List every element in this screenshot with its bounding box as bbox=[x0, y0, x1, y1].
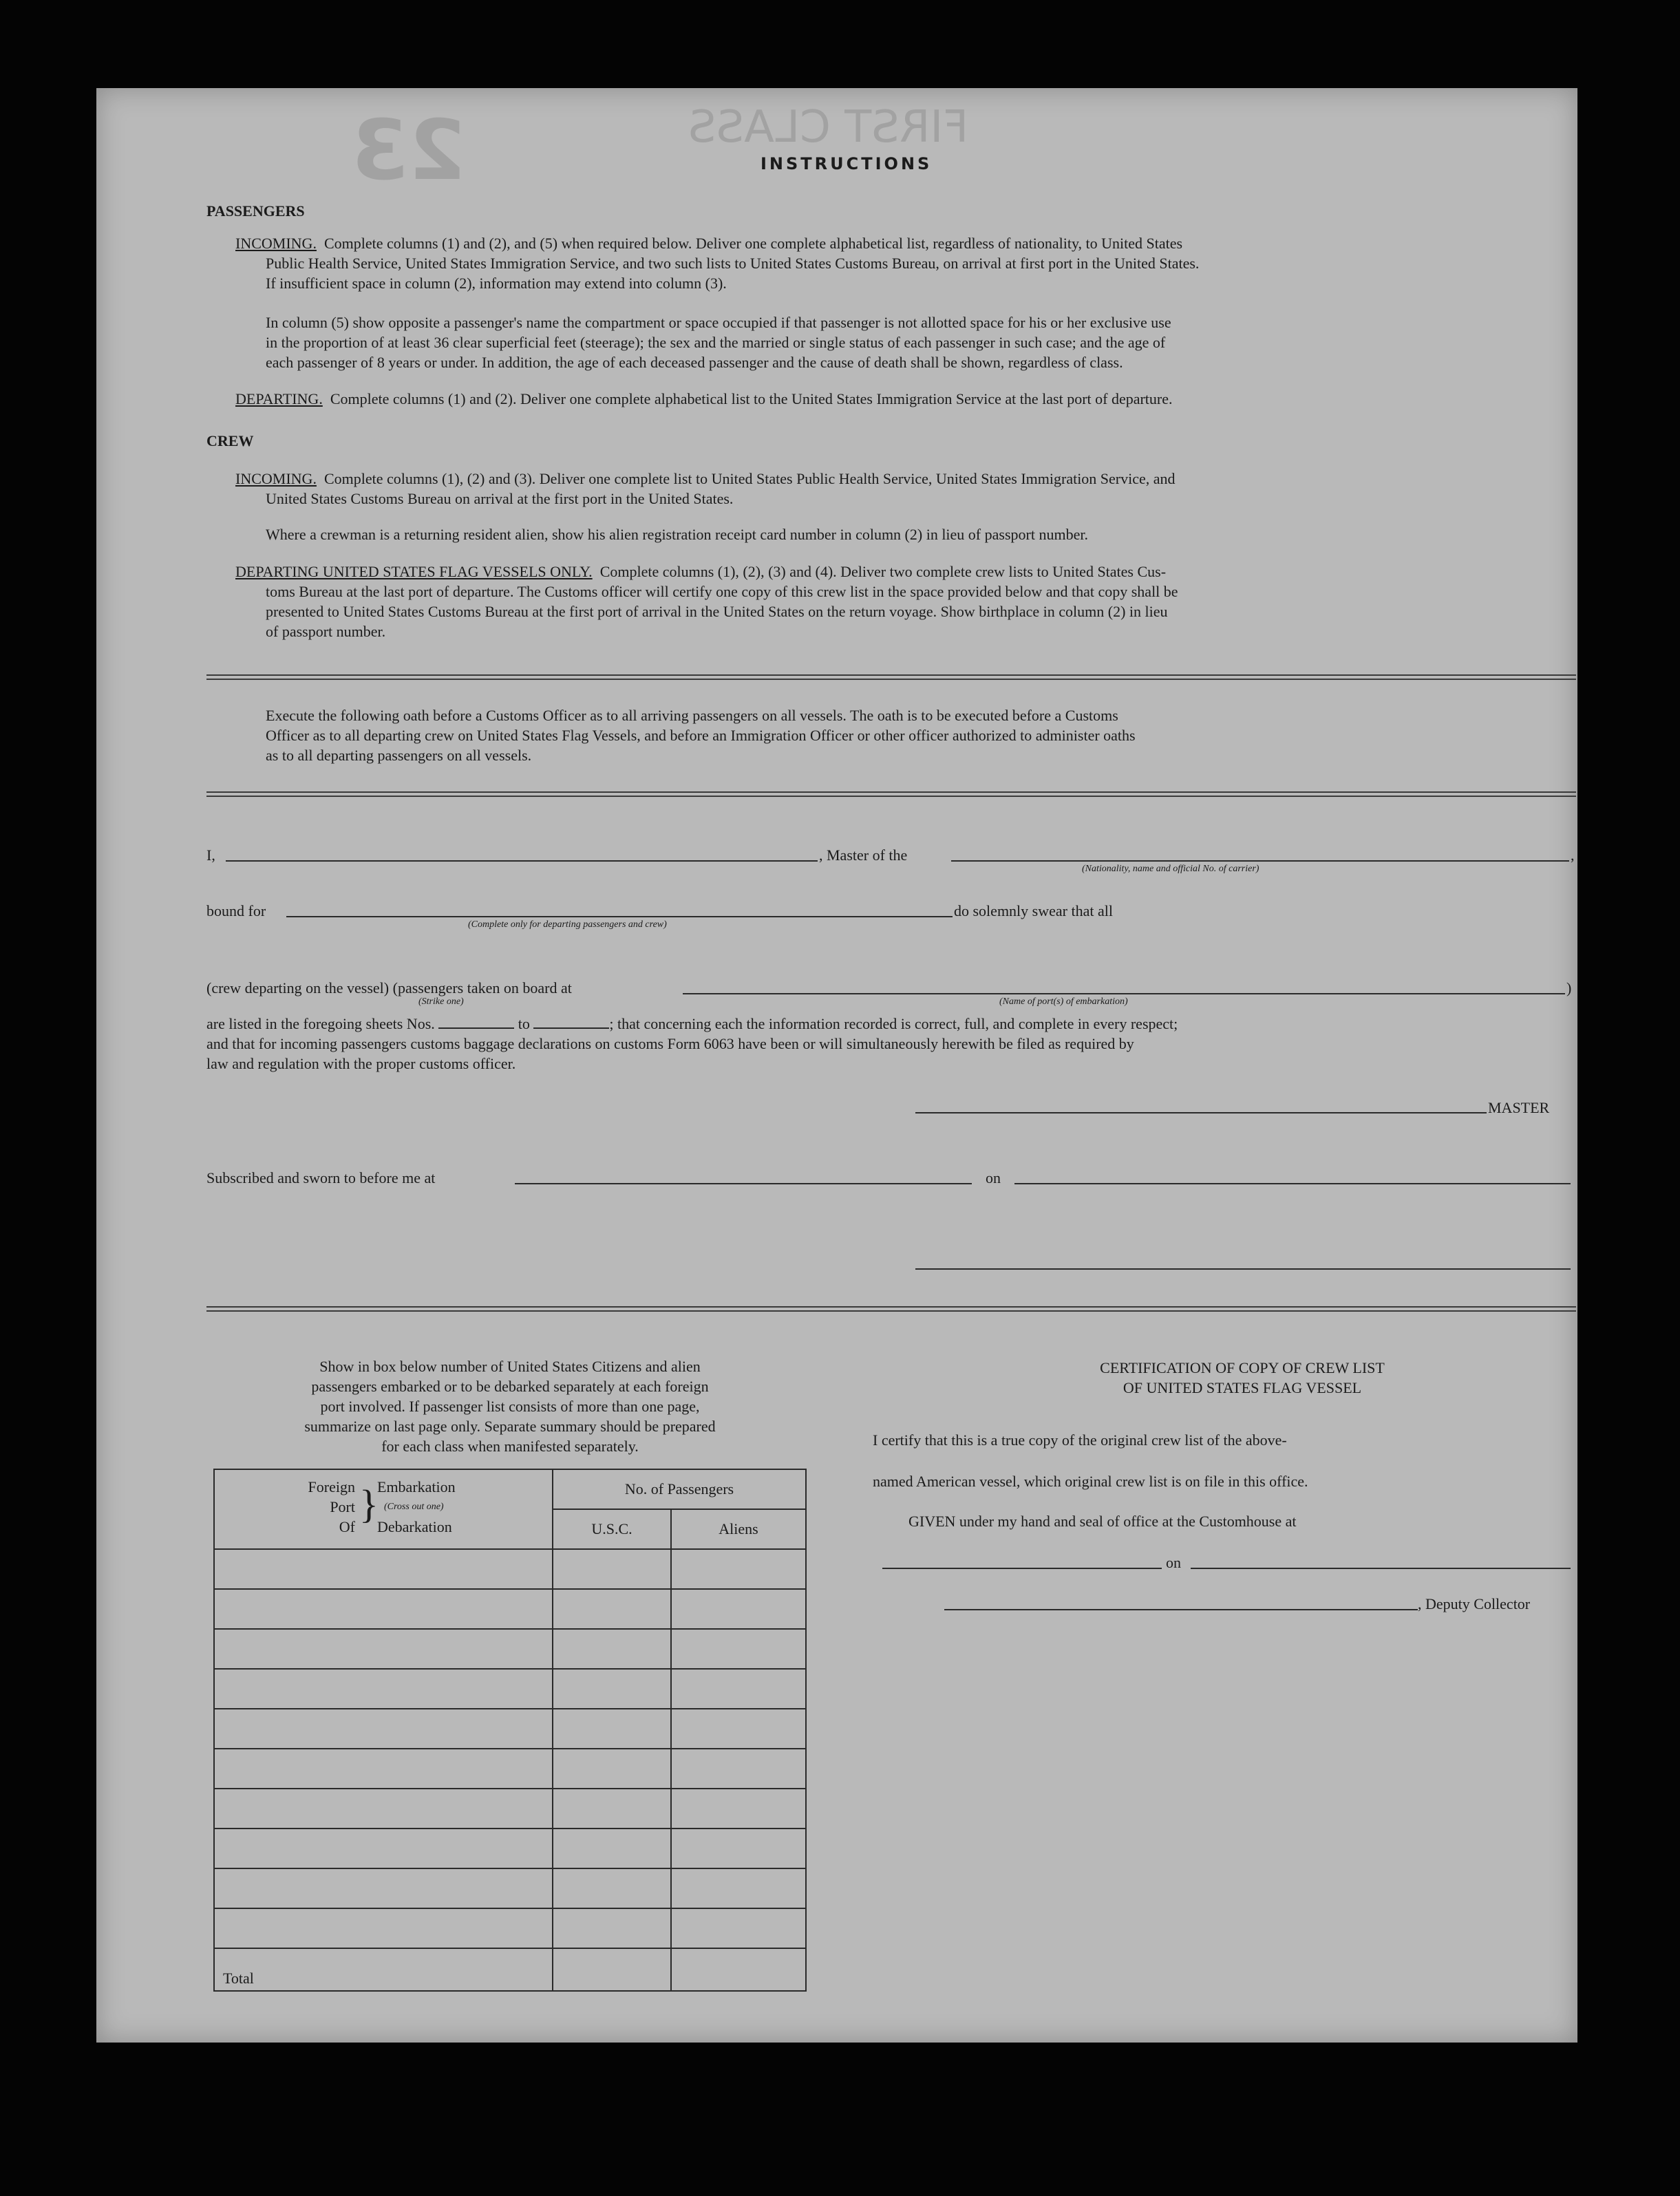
listed-sheets-line bbox=[206, 1014, 1178, 1034]
page-title: INSTRUCTIONS bbox=[761, 154, 933, 173]
passengers-departing-label: DEPARTING. bbox=[235, 390, 323, 407]
port-cell[interactable] bbox=[214, 1829, 553, 1868]
subscribed-label: Subscribed and sworn to before me at bbox=[206, 1169, 436, 1186]
customhouse-field[interactable] bbox=[882, 1568, 1162, 1569]
section-divider bbox=[206, 674, 1576, 680]
table-row bbox=[214, 1829, 806, 1868]
crew-departing-text: Complete columns (1), (2), (3) and (4). Deliver two complete crew lists to United States Cus- bbox=[599, 563, 1167, 580]
sworn-on-label: on bbox=[986, 1169, 1001, 1186]
sheet-to-field[interactable] bbox=[533, 1027, 609, 1029]
bleed-through-page-number: 23 bbox=[351, 103, 466, 199]
usc-header: U.S.C. bbox=[553, 1509, 671, 1549]
passengers-departing-text: Complete columns (1) and (2). Deliver one complete alphabetical list to the United States Immigration Service at the last port of departure. bbox=[330, 390, 1173, 407]
port-cell[interactable] bbox=[214, 1749, 553, 1789]
strike-one-caption: (Strike one) bbox=[418, 996, 464, 1007]
table-row bbox=[214, 1749, 806, 1789]
total-usc-cell[interactable] bbox=[553, 1948, 671, 1991]
foreign-label: Foreign bbox=[308, 1478, 355, 1495]
passengers-incoming-line-3: If insufficient space in column (2), information may extend into column (3). bbox=[266, 275, 727, 292]
passengers-incoming-line-2: Public Health Service, United States Immigration Service, and two such lists to United States Customs Bureau, on arrival at first port in the United States. bbox=[266, 255, 1200, 272]
aliens-cell[interactable] bbox=[671, 1749, 806, 1789]
crew-departing-line-3: presented to United States Customs Bureau at the first port of arrival in the United States on the return voyage. Show birthplace in column (2) in lieu bbox=[266, 603, 1168, 620]
total-label: Total bbox=[214, 1948, 553, 1991]
listed-to-text: to bbox=[518, 1015, 530, 1032]
port-cell[interactable] bbox=[214, 1549, 553, 1589]
master-signature-field[interactable] bbox=[915, 1112, 1487, 1113]
debarkation-label: Debarkation bbox=[377, 1518, 452, 1535]
certification-on-label: on bbox=[1166, 1554, 1181, 1571]
aliens-cell[interactable] bbox=[671, 1589, 806, 1629]
column5-line-1: In column (5) show opposite a passenger's name the compartment or space occupied if that passenger is not allotted space for his or her exclusive use bbox=[266, 314, 1171, 331]
port-cell[interactable] bbox=[214, 1868, 553, 1908]
ports-embarkation-field[interactable] bbox=[683, 993, 1565, 994]
aliens-cell[interactable] bbox=[671, 1789, 806, 1829]
column5-line-3: each passenger of 8 years or under. In addition, the age of each deceased passenger and the cause of death shall be shown, regardless of class. bbox=[266, 354, 1123, 371]
usc-cell[interactable] bbox=[553, 1709, 671, 1749]
aliens-cell[interactable] bbox=[671, 1868, 806, 1908]
crew-departing-line-2: toms Bureau at the last port of departure. The Customs officer will certify one copy of this crew list in the space provided below and that copy shall be bbox=[266, 583, 1178, 600]
passengers-incoming-label: INCOMING. bbox=[235, 235, 317, 252]
aliens-cell[interactable] bbox=[671, 1709, 806, 1749]
crew-departing-label: DEPARTING UNITED STATES FLAG VESSELS ONLY. bbox=[235, 563, 593, 580]
section-divider bbox=[206, 1306, 1576, 1312]
certification-date-field[interactable] bbox=[1191, 1568, 1571, 1569]
certification-title-line-1: CERTIFICATION OF COPY OF CREW LIST bbox=[1100, 1359, 1385, 1376]
oath-intro-line-2: Officer as to all departing crew on United States Flag Vessels, and before an Immigration Officer or other officer authorized to administer oaths bbox=[266, 727, 1136, 744]
port-cell[interactable] bbox=[214, 1589, 553, 1629]
total-row bbox=[214, 1948, 806, 1991]
ports-caption: (Name of port(s) of embarkation) bbox=[999, 996, 1128, 1007]
oath-line-3: law and regulation with the proper customs officer. bbox=[206, 1055, 516, 1072]
crew-departing-line-4: of passport number. bbox=[266, 623, 386, 640]
table-row bbox=[214, 1868, 806, 1908]
foreign-port-of-labels bbox=[286, 1477, 355, 1537]
table-row bbox=[214, 1549, 806, 1589]
usc-cell[interactable] bbox=[553, 1549, 671, 1589]
passengers-incoming-text: Complete columns (1) and (2), and (5) when required below. Deliver one complete alphabetical list, regardless of nationality, to United States bbox=[323, 235, 1183, 252]
form-sheet bbox=[96, 88, 1577, 2043]
sworn-date-field[interactable] bbox=[1014, 1183, 1571, 1184]
sworn-place-field[interactable] bbox=[515, 1183, 972, 1184]
no-passengers-header: No. of Passengers bbox=[553, 1469, 806, 1509]
table-row bbox=[214, 1709, 806, 1749]
oath-intro-line-3: as to all departing passengers on all vessels. bbox=[266, 747, 532, 764]
crew-resident-alien: Where a crewman is a returning resident alien, show his alien registration receipt card number in column (2) in lieu of passport number. bbox=[266, 526, 1088, 543]
table-row bbox=[214, 1589, 806, 1629]
port-cell[interactable] bbox=[214, 1669, 553, 1709]
crew-incoming-line-2: United States Customs Bureau on arrival at the first port in the United States. bbox=[266, 490, 734, 507]
passengers-departing bbox=[235, 389, 1173, 409]
oath-i-label: I, bbox=[206, 846, 215, 864]
embark-debark-labels bbox=[377, 1477, 456, 1537]
certification-line-2: named American vessel, which original crew list is on file in this office. bbox=[873, 1473, 1308, 1490]
aliens-header: Aliens bbox=[671, 1509, 806, 1549]
certification-line-3: GIVEN under my hand and seal of office at the Customhouse at bbox=[908, 1513, 1297, 1530]
aliens-cell[interactable] bbox=[671, 1549, 806, 1589]
table-row bbox=[214, 1908, 806, 1948]
usc-cell[interactable] bbox=[553, 1589, 671, 1629]
usc-cell[interactable] bbox=[553, 1868, 671, 1908]
oath-intro-line-1: Execute the following oath before a Customs Officer as to all arriving passengers on all vessels. The oath is to be executed before a Customs bbox=[266, 707, 1118, 724]
master-name-field[interactable] bbox=[226, 860, 818, 862]
port-cell[interactable] bbox=[214, 1908, 553, 1948]
bleed-through-stamp: FIRST CLASS bbox=[688, 102, 969, 153]
bound-for-label: bound for bbox=[206, 902, 266, 919]
passengers-incoming-line-1 bbox=[235, 233, 1557, 253]
crew-passengers-label: (crew departing on the vessel) (passengers taken on board at bbox=[206, 979, 572, 996]
crew-incoming-line-1 bbox=[235, 469, 1176, 489]
certification-line-1: I certify that this is a true copy of the original crew list of the above- bbox=[873, 1431, 1287, 1449]
brace-icon: } bbox=[359, 1482, 379, 1526]
port-label: Port bbox=[330, 1498, 355, 1515]
deputy-collector-label: , Deputy Collector bbox=[1418, 1595, 1531, 1612]
listed-sheets-text: are listed in the foregoing sheets Nos. bbox=[206, 1015, 435, 1032]
aliens-cell[interactable] bbox=[671, 1908, 806, 1948]
summary-instructions-line-3: port involved. If passenger list consists of more than one page, bbox=[320, 1398, 700, 1415]
summary-instructions-line-5: for each class when manifested separately. bbox=[381, 1438, 639, 1455]
carrier-comma: , bbox=[1571, 846, 1575, 864]
carrier-caption: (Nationality, name and official No. of carrier) bbox=[1082, 864, 1259, 874]
summary-instructions-line-2: passengers embarked or to be debarked separately at each foreign bbox=[311, 1378, 709, 1395]
column5-line-2: in the proportion of at least 36 clear superficial feet (steerage); the sex and the married or single status of each passenger in such case; and the age of bbox=[266, 334, 1166, 351]
usc-cell[interactable] bbox=[553, 1629, 671, 1669]
summary-instructions-line-1: Show in box below number of United States Citizens and alien bbox=[319, 1358, 701, 1375]
port-cell[interactable] bbox=[214, 1629, 553, 1669]
aliens-cell[interactable] bbox=[671, 1669, 806, 1709]
usc-cell[interactable] bbox=[553, 1789, 671, 1829]
summary-instructions-line-4: summarize on last page only. Separate summary should be prepared bbox=[304, 1418, 716, 1435]
embarkation-label: Embarkation bbox=[377, 1478, 456, 1495]
of-label: Of bbox=[339, 1518, 355, 1535]
table-row bbox=[214, 1629, 806, 1669]
carrier-field[interactable] bbox=[951, 860, 1569, 862]
crew-incoming-label: INCOMING. bbox=[235, 470, 317, 487]
passengers-heading: PASSENGERS bbox=[206, 202, 305, 220]
aliens-cell[interactable] bbox=[671, 1629, 806, 1669]
listed-correct-text: ; that concerning each the information recorded is correct, full, and complete in every respect; bbox=[609, 1015, 1178, 1032]
deputy-signature-field[interactable] bbox=[944, 1609, 1418, 1610]
officer-signature-field[interactable] bbox=[915, 1268, 1571, 1270]
certification-title-line-2: OF UNITED STATES FLAG VESSEL bbox=[1123, 1379, 1362, 1396]
master-label: MASTER bbox=[1488, 1099, 1550, 1116]
total-aliens-cell[interactable] bbox=[671, 1948, 806, 1991]
cross-out-label: (Cross out one) bbox=[384, 1502, 444, 1512]
table-row bbox=[214, 1669, 806, 1709]
port-header-cell bbox=[214, 1469, 553, 1549]
crew-heading: CREW bbox=[206, 432, 254, 449]
sheet-from-field[interactable] bbox=[438, 1027, 514, 1029]
oath-line-2: and that for incoming passengers customs baggage declarations on customs Form 6063 have been or will simultaneously herewith be filed as required by bbox=[206, 1035, 1134, 1052]
aliens-cell[interactable] bbox=[671, 1829, 806, 1868]
usc-cell[interactable] bbox=[553, 1829, 671, 1868]
crew-incoming-text: Complete columns (1), (2) and (3). Deliver one complete list to United States Public Health Service, United States Immigration Service, and bbox=[323, 470, 1176, 487]
bound-for-caption: (Complete only for departing passengers and crew) bbox=[468, 919, 667, 930]
section-divider bbox=[206, 791, 1576, 797]
crew-departing-line-1 bbox=[235, 562, 1166, 582]
port-cell[interactable] bbox=[214, 1789, 553, 1829]
close-paren: ) bbox=[1566, 979, 1572, 996]
bound-for-field[interactable] bbox=[286, 916, 953, 917]
usc-cell[interactable] bbox=[553, 1749, 671, 1789]
table-row bbox=[214, 1789, 806, 1829]
usc-cell[interactable] bbox=[553, 1908, 671, 1948]
usc-cell[interactable] bbox=[553, 1669, 671, 1709]
master-of-label: , Master of the bbox=[819, 846, 908, 864]
passenger-summary-table bbox=[213, 1469, 807, 1992]
port-cell[interactable] bbox=[214, 1709, 553, 1749]
swear-label: do solemnly swear that all bbox=[954, 902, 1113, 919]
